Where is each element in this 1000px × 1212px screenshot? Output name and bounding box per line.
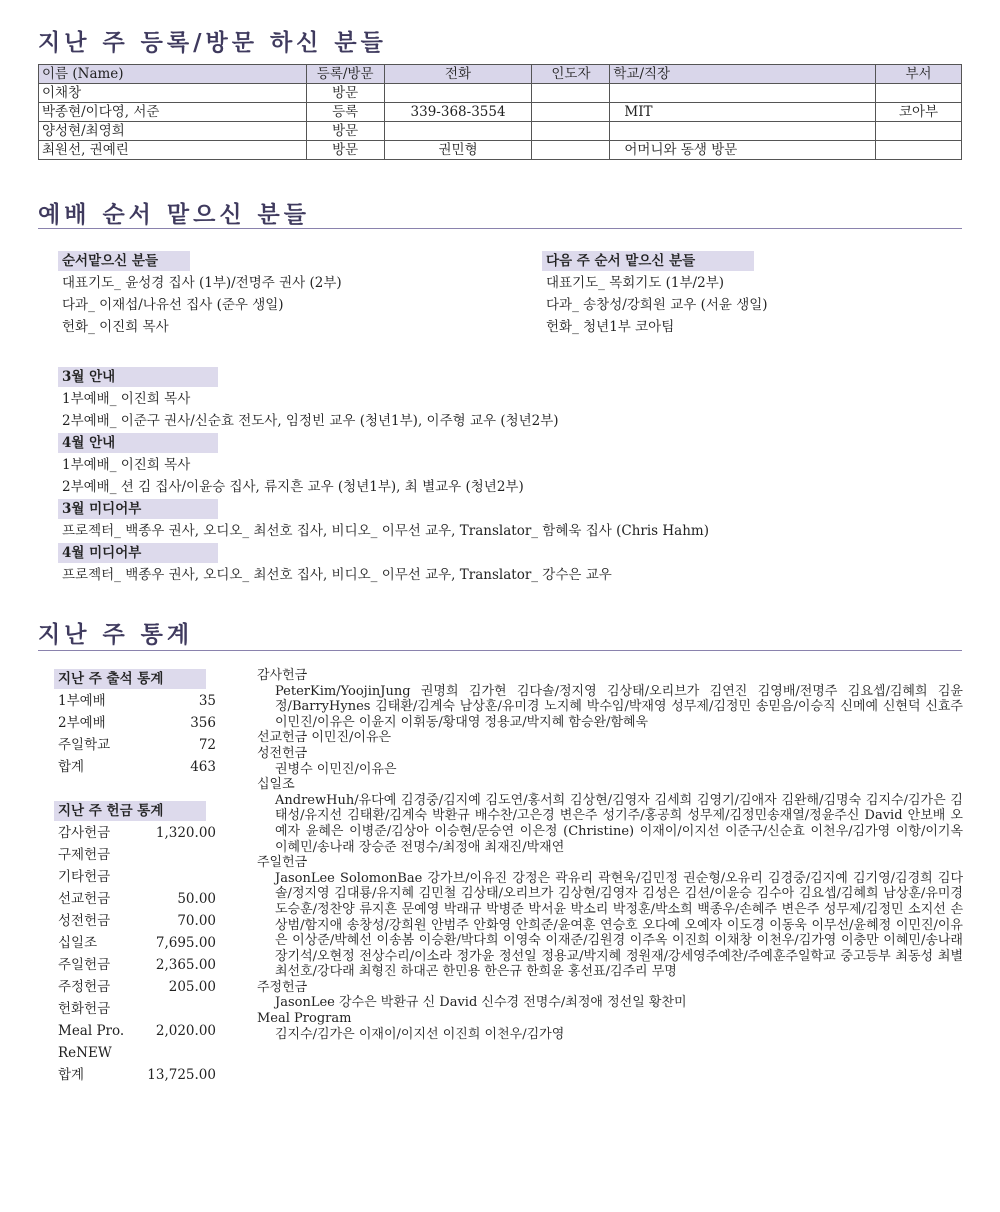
table-cell [532,103,610,122]
stat-row [58,932,216,954]
current-roles-label: 순서맡으신 분들 [58,251,190,271]
next-roles [546,250,768,338]
stat-name: 주일헌금 [58,957,111,973]
stat-row [58,954,216,976]
stat-name: ReNEW [58,1045,112,1061]
stat-row [58,888,216,910]
table-cell: 최원선, 권예린 [39,141,307,160]
table-cell [532,141,610,160]
stat-value: 13,725.00 [147,1067,216,1083]
table-cell: 339-368-3554 [384,103,532,122]
stat-value: 35 [198,693,216,709]
offering-donors: PeterKim/YoojinJung 권명희 김가현 김다솔/정지영 김상태/오리브가 김연진 김영배/전명주 김요셉/김혜희 김윤정/BarryHynes 김태환/김계숙 남상훈/유미경 노지혜 박수임/박재영 성무제/김정민 송믿음/이승직 신메예 신현덕 신효주 이민진/이유은 이윤지 이휘동/황대영 정용교/박지혜 함승완/함혜욱 [275,683,963,730]
stat-value: 2,020.00 [155,1023,216,1039]
stat-value: 70.00 [177,913,216,929]
column-header: 이름 (Name) [39,65,307,84]
stat-name: 선교헌금 [58,891,111,907]
stat-value: 50.00 [177,891,216,907]
guide-label: 4월 미디어부 [58,543,218,563]
offering-category: 주일헌금 [257,855,308,871]
stat-name: 십일조 [58,935,98,951]
table-cell [532,84,610,103]
table-cell: 이채창 [39,84,307,103]
offering-category: 감사헌금 [257,668,308,683]
registration-table [38,64,962,160]
table-cell [610,84,876,103]
divider [38,650,962,651]
column-header: 부서 [876,65,962,84]
table-row [39,122,962,141]
stat-name: 합계 [58,759,85,775]
table-row [39,141,962,160]
table-cell [384,122,532,141]
guide-label: 3월 미디어부 [58,499,218,519]
stat-value: 463 [190,759,216,775]
stat-value: 356 [190,715,216,731]
stat-row [58,822,216,844]
stat-row [58,734,216,756]
current-role-line: 다과_ 이재섭/나유선 집사 (준우 생일) [62,297,284,313]
stat-name: 기타헌금 [58,869,111,885]
stat-value: 2,365.00 [155,957,216,973]
table-cell: 방문 [306,141,384,160]
table-cell [876,122,962,141]
offering-donors: 권병수 이민진/이유은 [275,761,397,777]
guide-line: 프로젝터_ 백종우 권사, 오디오_ 최선호 집사, 비디오_ 이무선 교우, Translator_ 강수은 교우 [62,567,612,583]
column-header: 등록/방문 [306,65,384,84]
registration-title: 지난 주 등록/방문 하신 분들 [38,29,387,56]
stats-sidebar [58,668,216,1086]
stat-value: 7,695.00 [155,935,216,951]
offering-donors: JasonLee SolomonBae 강가브/이유진 강정은 곽유리 곽현욱/김민정 권순형/오유리 김경중/김지예 김기영/김경희 김다솔/정지영 김대룡/유지혜 김민철 김상태/오리브가 김상현/김영자 김성은 김션/이윤승 김수아 김요셉/김혜희 남상훈/유미경 도승훈/정찬양 류지흔 문예영 박래규 박병준 박서윤 박소리 박정훈/박소희 백종우/손혜주 변은주 성무제/김정민 소지선 손상범/함지애 송창성/강희원 안범주 안화영 안희준/윤여훈 연승호 오다예 오예자 이도경 이동욱 이무선/윤혜정 이민진/이유은 이상준/박혜선 이송봄 이승환/박다희 이영숙 이재준/김원경 이주옥 이진희 이채창 이천우/김가영 이충만 이혜민/송나래 장기석/오현정 전상수리/이소라 정가윤 정선일 정용교/박지혜 정원재/강세영주예찬/주예훈주일학교 중고등부 최동성 최별 최선호/강다래 최형진 하대곤 한민용 한은규 한희윤 홍선표/김주리 무명 [275,870,963,980]
stat-name: 주정헌금 [58,979,111,995]
offering-names [257,668,963,1042]
next-role-line: 헌화_ 청년1부 코아팀 [546,319,675,335]
table-cell: 방문 [306,122,384,141]
table-cell [876,84,962,103]
stat-name: 2부예배 [58,715,106,731]
table-cell [876,141,962,160]
stat-row [58,712,216,734]
guide-label: 4월 안내 [58,433,218,453]
stat-row [58,910,216,932]
table-cell [610,122,876,141]
stat-row [58,690,216,712]
stat-name: 주일학교 [58,737,111,753]
stat-value: 205.00 [168,979,216,995]
worship-title: 예배 순서 맡으신 분들 [38,201,310,228]
next-role-line: 다과_ 송창성/강희원 교우 (서윤 생일) [546,297,768,313]
guide-line: 1부예배_ 이진희 목사 [62,457,191,473]
stat-name: 감사헌금 [58,825,111,841]
column-header: 인도자 [532,65,610,84]
stat-name: 1부예배 [58,693,106,709]
current-role-line: 헌화_ 이진희 목사 [62,319,169,335]
offering-category: 성전헌금 [257,745,308,761]
stat-value: 72 [198,737,216,753]
guide-line: 2부예배_ 션 김 집사/이윤승 집사, 류지흔 교우 (청년1부), 최 별교우 (청년2부) [62,479,524,495]
stat-value: 1,320.00 [155,825,216,841]
offering-category: 주정헌금 [257,979,308,995]
stat-name: 합계 [58,1067,85,1083]
next-role-line: 대표기도_ 목회기도 (1부/2부) [546,275,725,291]
table-cell [532,122,610,141]
table-cell: 방문 [306,84,384,103]
stat-row [58,998,216,1020]
column-header: 전화 [384,65,532,84]
current-roles [62,250,342,338]
stat-name: Meal Pro. [58,1023,125,1039]
stat-name: 구제헌금 [58,847,111,863]
column-header: 학교/직장 [610,65,876,84]
stat-row [58,1042,216,1064]
guide-label: 3월 안내 [58,367,218,387]
stat-name: 성전헌금 [58,913,111,929]
attendance-label: 지난 주 출석 통계 [54,669,206,689]
stat-row [58,866,216,888]
table-cell: 권민형 [384,141,532,160]
guide-line: 1부예배_ 이진희 목사 [62,391,191,407]
stat-name: 헌화헌금 [58,1001,111,1017]
next-roles-label: 다음 주 순서 맡으신 분들 [542,251,754,271]
offering-category: 선교헌금 이민진/이유은 [257,730,392,746]
table-cell: 박종현/이다영, 서준 [39,103,307,122]
offering-donors: AndrewHuh/유다예 김경중/김지예 김도연/홍서희 김상현/김영자 김세희 김영기/김애자 김완해/김명숙 김지수/김가은 김태성/유지선 김태환/김계숙 박환규 배수찬/고은경 변은주 성기주/홍공희 성무제/김정민송재열/정윤주신 David 안보배 오예자 윤혜은 이병준/김상아 이승현/문승연 이은정 (Christine) 이재이/이지선 이준구/신순효 이천우/김가영 이항/이기옥 이혜민/송나래 장승준 전명수/최정애 최재진/박재연 [275,792,963,855]
offering-stats-label: 지난 주 헌금 통계 [54,801,206,821]
guide-line: 프로젝터_ 백종우 권사, 오디오_ 최선호 집사, 비디오_ 이무선 교우, Translator_ 함혜욱 집사 (Chris Hahm) [62,523,709,539]
current-role-line: 대표기도_ 윤성경 집사 (1부)/전명주 권사 (2부) [62,275,342,291]
divider [38,228,962,229]
table-cell: 코아부 [876,103,962,122]
stat-row [58,844,216,866]
guide-line: 2부예배_ 이준구 권사/신순효 전도사, 임정빈 교우 (청년1부), 이주형 교우 (청년2부) [62,413,559,429]
stats-title: 지난 주 통계 [38,621,194,648]
table-cell: 어머니와 동생 방문 [610,141,876,160]
stat-row [58,1020,216,1042]
stat-row [58,756,216,778]
table-cell: 양성현/최영희 [39,122,307,141]
table-row [39,103,962,122]
offering-category: 십일조 [257,777,295,793]
monthly-guides [62,366,709,586]
offering-category: Meal Program [257,1011,352,1027]
stat-row [58,976,216,998]
table-cell [384,84,532,103]
stat-row [58,1064,216,1086]
offering-donors: 김지수/김가은 이재이/이지선 이진희 이천우/김가영 [275,1026,565,1042]
table-row [39,84,962,103]
offering-donors: JasonLee 강수은 박환규 신 David 신수경 전명수/최정애 정선일 황찬미 [275,995,687,1011]
table-cell: MIT [610,103,876,122]
table-cell: 등록 [306,103,384,122]
